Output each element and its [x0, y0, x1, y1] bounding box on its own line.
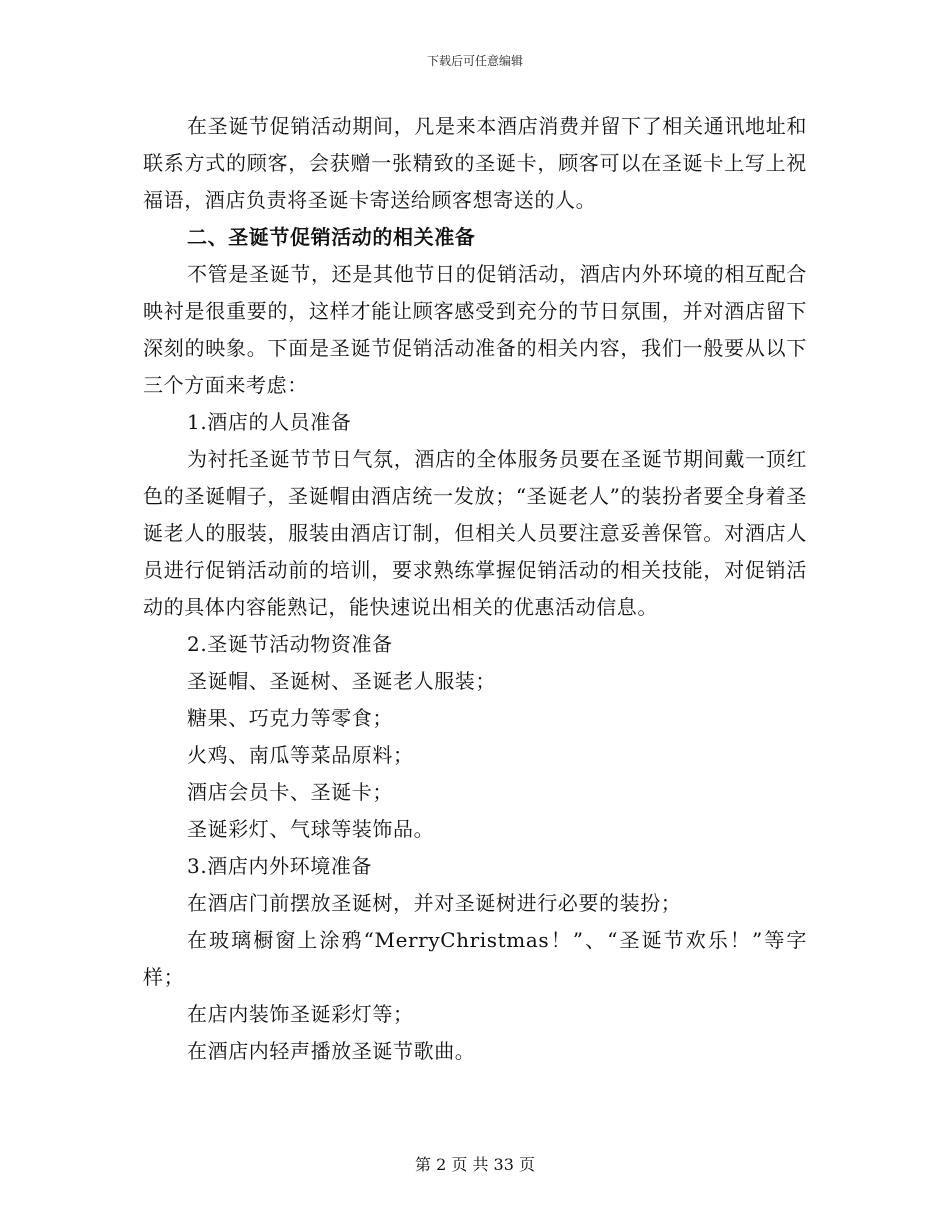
paragraph: 在圣诞节促销活动期间，凡是来本酒店消费并留下了相关通讯地址和联系方式的顾客，会获赠一张精致的圣诞卡，顾客可以在圣诞卡上写上祝福语，酒店负责将圣诞卡寄送给顾客想寄送的人。 [143, 114, 807, 212]
list-item: 在酒店内轻声播放圣诞节歌曲。 [187, 1039, 476, 1063]
list-item: 火鸡、南瓜等菜品原料； [187, 743, 414, 767]
list-item: 在店内装饰圣诞彩灯等； [187, 1002, 414, 1026]
list-item: 酒店会员卡、圣诞卡； [187, 780, 393, 804]
page-number: 第 2 页 共 33 页 [415, 1155, 535, 1174]
paragraph: 为衬托圣诞节节日气氛，酒店的全体服务员要在圣诞节期间戴一顶红色的圣诞帽子，圣诞帽由酒店统一发放；“圣诞老人”的装扮者要全身着圣诞老人的服装，服装由酒店订制，但相关人员要注意妥善保管。对酒店人员进行促销活动前的培训，要求熟练掌握促销活动的相关技能，对促销活动的具体内容能熟记，能快速说出相关的优惠活动信息。 [143, 447, 807, 619]
subsection-heading: 1.酒店的人员准备 [187, 410, 352, 434]
list-item: 在玻璃橱窗上涂鸦“MerryChristmas！”、“圣诞节欢乐！”等字样； [143, 928, 807, 989]
section-heading: 二、圣诞节促销活动的相关准备 [187, 225, 476, 249]
header-note: 下载后可任意编辑 [426, 54, 523, 68]
subsection-heading: 3.酒店内外环境准备 [187, 854, 373, 878]
list-item: 圣诞帽、圣诞树、圣诞老人服装； [187, 669, 496, 693]
list-item: 在酒店门前摆放圣诞树，并对圣诞树进行必要的装扮； [187, 891, 682, 915]
document-body [143, 108, 807, 1070]
list-item: 糖果、巧克力等零食； [187, 706, 393, 730]
subsection-heading: 2.圣诞节活动物资准备 [187, 632, 393, 656]
paragraph: 不管是圣诞节，还是其他节日的促销活动，酒店内外环境的相互配合映衬是很重要的，这样才能让顾客感受到充分的节日氛围，并对酒店留下深刻的映象。下面是圣诞节促销活动准备的相关内容，我们一般要从以下三个方面来考虑： [143, 262, 807, 397]
list-item: 圣诞彩灯、气球等装饰品。 [187, 817, 435, 841]
